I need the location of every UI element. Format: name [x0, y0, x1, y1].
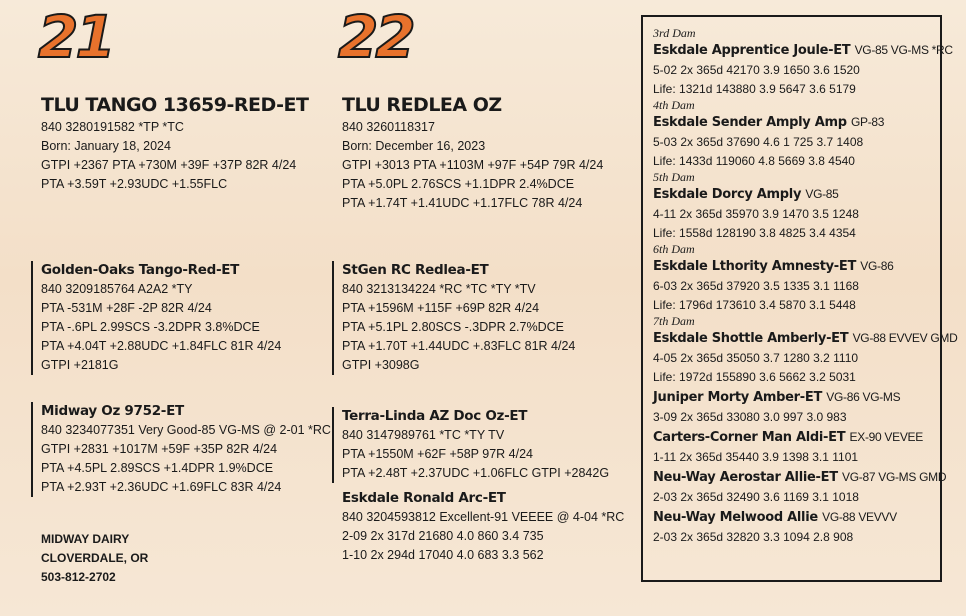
info-line: PTA +4.5PL 2.89SCS +1.4DPR 1.9%DCE — [41, 461, 274, 475]
info-line: GTPI +2831 +1017M +59F +35P 82R 4/24 — [41, 442, 278, 456]
record-line: Life: 1433d 119060 4.8 5669 3.8 4540 — [653, 154, 855, 168]
dam-name — [653, 328, 958, 349]
record-line: 4-11 2x 365d 35970 3.9 1470 3.5 1248 — [653, 207, 859, 221]
dam-name — [653, 427, 940, 448]
dam-name-text: Eskdale Shottle Amberly-ET — [653, 331, 849, 346]
info-line: PTA +2.93T +2.36UDC +1.69FLC 83R 4/24 — [41, 480, 282, 494]
info-line: PTA +5.1PL 2.80SCS -.3DPR 2.7%DCE — [342, 320, 564, 334]
record-line: 1-11 2x 365d 35440 3.9 1398 3.1 1101 — [653, 450, 859, 464]
dam-entry — [653, 26, 953, 99]
info-line: PTA +3.59T +2.93UDC +1.55FLC — [41, 177, 228, 191]
animal-name-22: TLU REDLEA OZ — [342, 94, 502, 116]
dam-name — [653, 467, 947, 488]
record-line: 5-03 2x 365d 37690 4.6 1 725 3.7 1408 — [653, 135, 864, 149]
info-line: PTA +1596M +115F +69P 82R 4/24 — [342, 301, 540, 315]
record-line: 2-03 2x 365d 32490 3.6 1169 3.1 1018 — [653, 490, 859, 504]
consignor-phone: 503-812-2702 — [41, 570, 116, 584]
dam-entry — [653, 99, 940, 171]
dam-name-text: Eskdale Lthority Amnesty-ET — [653, 259, 857, 274]
dam-score: EX-90 VEVEE — [849, 430, 923, 444]
consignor-contact — [41, 530, 148, 587]
info-line: PTA +1.70T +1.44UDC +.83FLC 81R 4/24 — [342, 339, 576, 353]
info-line: PTA +2.48T +2.37UDC +1.06FLC GTPI +2842G — [342, 466, 610, 480]
maternal-pedigree-box — [641, 15, 958, 582]
record-line: 5-02 2x 365d 42170 3.9 1650 3.6 1520 — [653, 63, 860, 77]
dam-score: VG-88 EVVEV GMD — [852, 331, 958, 345]
dam-label: 7th Dam — [653, 314, 695, 328]
info-line: 840 3260118317 — [342, 120, 435, 134]
dam-label: 6th Dam — [653, 242, 695, 256]
dam-entry — [653, 507, 940, 547]
dam-name — [653, 256, 940, 277]
info-line: 840 3147989761 *TC *TY TV — [342, 428, 505, 442]
record-line: Life: 1972d 155890 3.6 5662 3.2 5031 — [653, 370, 856, 384]
dam-name-text: Eskdale Apprentice Joule-ET — [653, 43, 851, 58]
sire-name-21: Golden-Oaks Tango-Red-ET — [41, 262, 240, 278]
info-line: 840 3204593812 Excellent-91 VEEEE @ 4-04 *RC — [342, 510, 625, 524]
dam-block-21 — [31, 402, 331, 497]
dam-name-text: Neu-Way Melwood Allie — [653, 510, 818, 525]
consignor-name: MIDWAY DAIRY — [41, 532, 130, 546]
record-line: 3-09 2x 365d 33080 3.0 997 3.0 983 — [653, 410, 847, 424]
dam-label: 4th Dam — [653, 98, 695, 112]
animal-info-22 — [342, 118, 603, 213]
dam-name — [653, 40, 953, 61]
info-line: 840 3280191582 *TP *TC — [41, 120, 184, 134]
info-line: GTPI +3013 PTA +1103M +97F +54P 79R 4/24 — [342, 158, 604, 172]
dam-name-21: Midway Oz 9752-ET — [41, 403, 184, 419]
dam-name — [653, 112, 940, 133]
animal-name-21: TLU TANGO 13659-RED-ET — [41, 94, 309, 116]
dam-block-22 — [332, 407, 609, 483]
record-line: Life: 1321d 143880 3.9 5647 3.6 5179 — [653, 82, 856, 96]
dam-entry — [653, 171, 940, 243]
dam-label: 3rd Dam — [653, 26, 696, 40]
dam-score: GP-83 — [850, 115, 885, 129]
dam-name-text: Neu-Way Aerostar Allie-ET — [653, 470, 838, 485]
dam-entry — [653, 467, 947, 507]
dam-score: VG-86 VG-MS — [826, 390, 901, 404]
dam-name-text: Carters-Corner Man Aldi-ET — [653, 430, 846, 445]
info-line: PTA +5.0PL 2.76SCS +1.1DPR 2.4%DCE — [342, 177, 575, 191]
dam-name — [653, 184, 940, 205]
dam-score: VG-87 VG-MS GMD — [842, 470, 947, 484]
dam-name — [653, 507, 940, 528]
info-line: GTPI +2367 PTA +730M +39F +37P 82R 4/24 — [41, 158, 297, 172]
info-line: Born: January 18, 2024 — [41, 139, 171, 153]
record-line: 6-03 2x 365d 37920 3.5 1335 3.1 1168 — [653, 279, 859, 293]
info-line: PTA +1.74T +1.41UDC +1.17FLC 78R 4/24 — [342, 196, 583, 210]
dam-name-22: Terra-Linda AZ Doc Oz-ET — [342, 408, 528, 424]
dam-name-text: Juniper Morty Amber-ET — [653, 390, 823, 405]
info-line: 840 3209185764 A2A2 *TY — [41, 282, 193, 296]
dam-score: VG-85 VG-MS *RC — [854, 43, 953, 57]
info-line: 2-09 2x 317d 21680 4.0 860 3.4 735 — [342, 529, 544, 543]
info-line: PTA -.6PL 2.99SCS -3.2DPR 3.8%DCE — [41, 320, 260, 334]
info-line: 840 3234077351 Very Good-85 VG-MS @ 2-01 *RC — [41, 423, 331, 437]
sire-name-22: StGen RC Redlea-ET — [342, 262, 489, 278]
record-line: 4-05 2x 365d 35050 3.7 1280 3.2 1110 — [653, 351, 859, 365]
dam-label: 5th Dam — [653, 170, 695, 184]
record-line: Life: 1558d 128190 3.8 4825 3.4 4354 — [653, 226, 856, 240]
dam-name-text: Eskdale Dorcy Amply — [653, 187, 802, 202]
sire-block-22 — [332, 261, 575, 375]
dam-entry — [653, 387, 940, 427]
info-line: PTA +4.04T +2.88UDC +1.84FLC 81R 4/24 — [41, 339, 282, 353]
granddam-name-22: Eskdale Ronald Arc-ET — [342, 490, 506, 506]
dam-score: VG-88 VEVVV — [822, 510, 897, 524]
info-line: PTA -531M +28F -2P 82R 4/24 — [41, 301, 212, 315]
info-line: 1-10 2x 294d 17040 4.0 683 3.3 562 — [342, 548, 544, 562]
dam-entry — [653, 427, 940, 467]
dam-score: VG-85 — [805, 187, 839, 201]
info-line: GTPI +2181G — [41, 358, 119, 372]
record-line: 2-03 2x 365d 32820 3.3 1094 2.8 908 — [653, 530, 854, 544]
consignor-location: CLOVERDALE, OR — [41, 551, 149, 565]
dam-entry — [653, 243, 940, 315]
sire-block-21 — [31, 261, 281, 375]
lot-number-22: 22 — [338, 3, 413, 71]
dam-entry — [653, 314, 958, 387]
info-line: GTPI +3098G — [342, 358, 420, 372]
info-line: PTA +1550M +62F +58P 97R 4/24 — [342, 447, 533, 461]
lot-number-21: 21 — [38, 3, 113, 71]
animal-info-21 — [41, 118, 296, 194]
record-line: Life: 1796d 173610 3.4 5870 3.1 5448 — [653, 298, 856, 312]
granddam-block-22 — [342, 489, 624, 565]
dam-name-text: Eskdale Sender Amply Amp — [653, 115, 847, 130]
info-line: Born: December 16, 2023 — [342, 139, 486, 153]
dam-score: VG-86 — [860, 259, 894, 273]
info-line: 840 3213134224 *RC *TC *TY *TV — [342, 282, 536, 296]
dam-name — [653, 387, 940, 408]
